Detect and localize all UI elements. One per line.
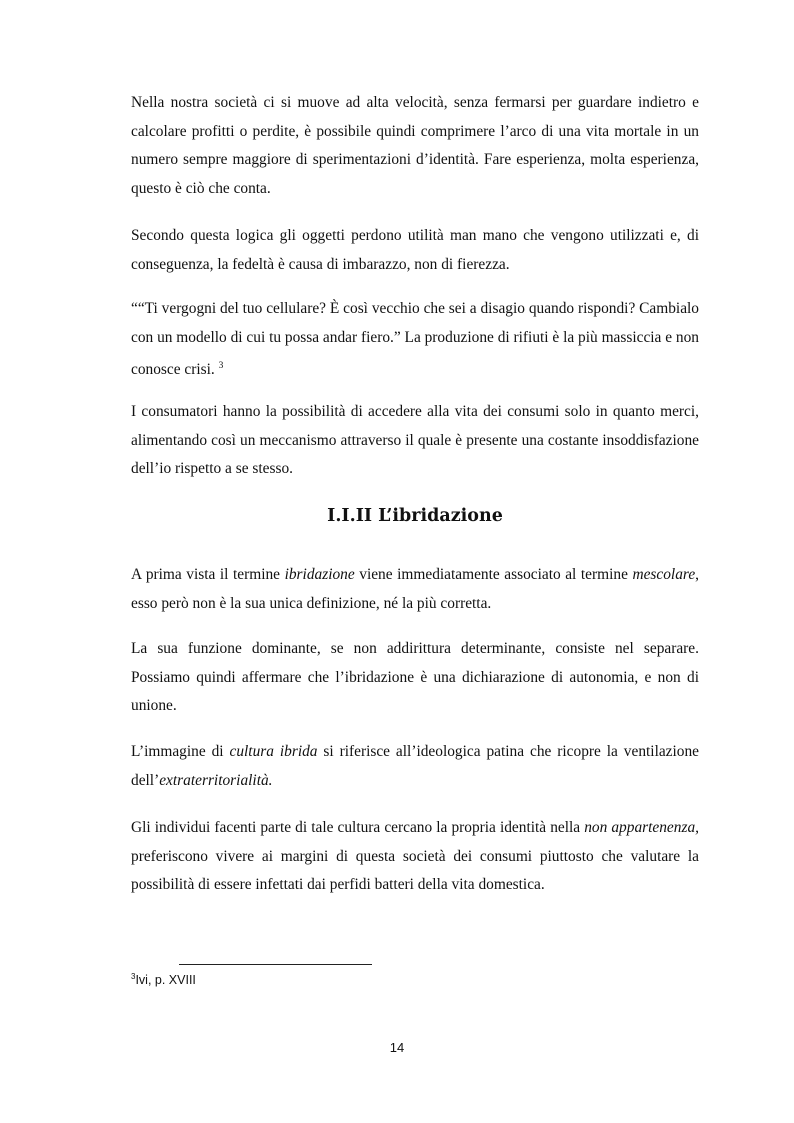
p5-italic-term-mescolare: mescolare — [632, 566, 696, 583]
p7-italic-cultura-ibrida: cultura ibrida — [229, 743, 318, 760]
p7-text-a: L’immagine di — [131, 743, 230, 760]
paragraph-5 — [131, 561, 699, 618]
p7-text-c: si riferisce all’ideologica patina che ricopre la ventilazione dell’ — [131, 743, 700, 789]
paragraph-3-text: ““Ti vergogni del tuo cellulare? È così vecchio che sei a disagio quando rispondi? Cambialo con un modello di cui tu possa andar fiero.” La produzione di rifiuti è la più massiccia e non conosce crisi. — [131, 300, 700, 378]
p8-italic-non-appartenenza: non appartenenza, — [584, 819, 699, 836]
paragraph-2: Secondo questa logica gli oggetti perdono utilità man mano che vengono utilizzati e, di conseguenza, la fedeltà è causa di imbarazzo, non di fierezza. — [131, 227, 699, 273]
paragraph-8 — [131, 814, 699, 900]
p5-italic-term-ibridazione: ibridazione — [284, 566, 355, 583]
p5-text-e: , esso però non è la sua unica definizione, né la più corretta. — [131, 566, 700, 612]
paragraph-6: La sua funzione dominante, se non addirittura determinante, consiste nel separare. Possiamo quindi affermare che l’ibridazione è una dichiarazione di autonomia, e non di unione. — [131, 640, 699, 714]
p7-italic-extraterritorialita: extraterritorialità. — [159, 771, 273, 789]
paragraph-1: Nella nostra società ci si muove ad alta velocità, senza fermarsi per guardare indietro e calcolare profitti o perdite, è possibile quindi comprimere l’arco di una vita mortale in un numero sempre maggiore di sperimentazioni d’identità. Fare esperienza, molta esperienza, questo è ciò che conta. — [131, 94, 699, 197]
footnote-text: Ivi, p. XVIII — [135, 973, 196, 987]
page-number: 14 — [389, 1040, 405, 1055]
p5-text-a: A prima vista il termine — [131, 566, 285, 583]
paragraph-4: I consumatori hanno la possibilità di accedere alla vita dei consumi solo in quanto merci, alimentando così un meccanismo attraverso il quale è presente una costante insoddisfazione dell’io rispetto a se stesso. — [131, 403, 699, 477]
footnote-marker: 3 — [131, 972, 136, 981]
footnote-separator — [179, 964, 372, 965]
section-heading: I.I.II L’ibridazione — [327, 506, 503, 526]
paragraph-3 — [131, 295, 699, 385]
p5-text-c: viene immediatamente associato al termine — [354, 566, 633, 583]
footnote-reference[interactable]: 3 — [218, 361, 224, 371]
p8-text-a: Gli individui facenti parte di tale cultura cercano la propria identità nella — [131, 819, 585, 836]
paragraph-7 — [131, 738, 699, 795]
p8-text-c: preferiscono vivere ai margini di questa società dei consumi piuttosto che valutare la possibilità di essere infettati dai perfidi batteri della vita domestica. — [131, 847, 699, 893]
footnote — [131, 972, 196, 987]
